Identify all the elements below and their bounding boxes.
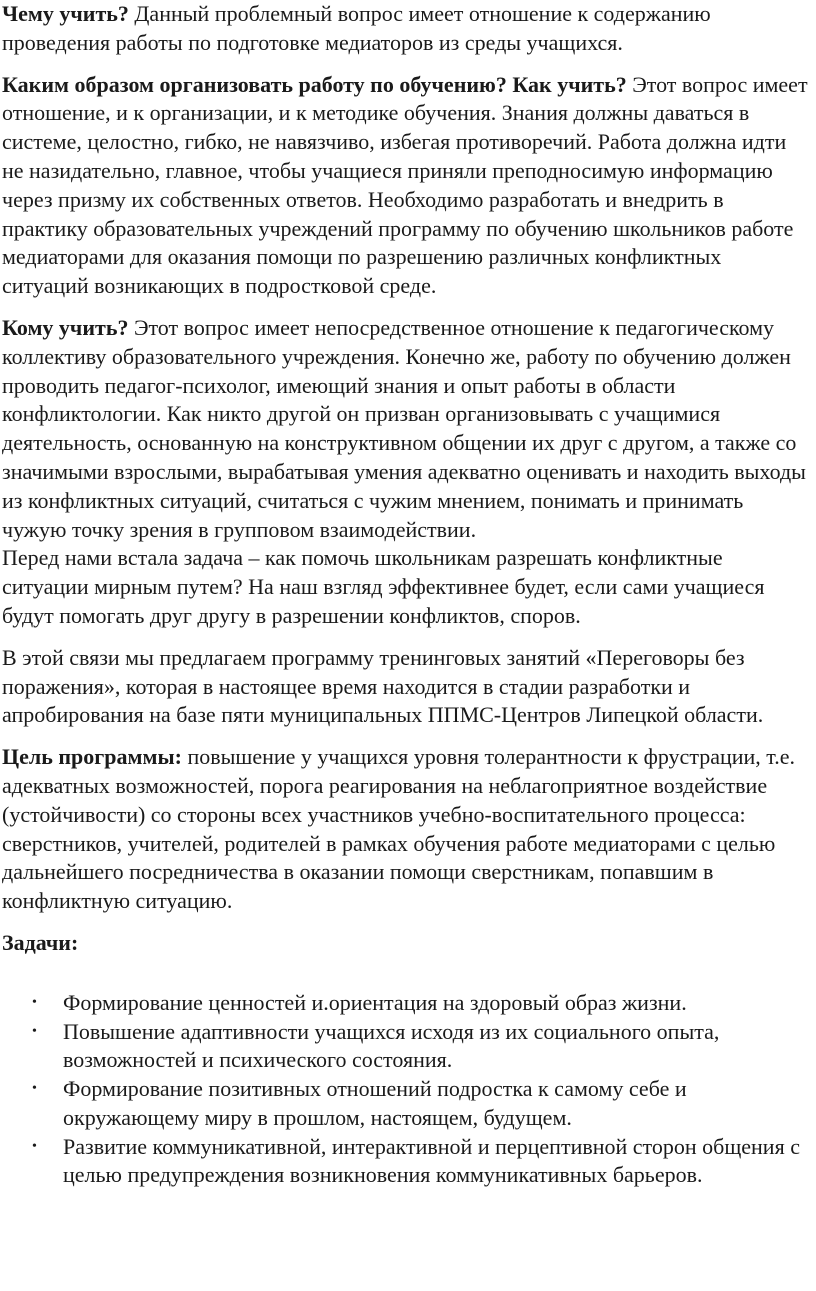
bullet-icon: •	[32, 1023, 37, 1039]
bullet-icon: •	[32, 1081, 37, 1097]
text-program-proposal: В этой связи мы предлагаем программу тренинговых занятий «Переговоры без поражения», которая в настоящее время находится в стадии разработки и апробирования на базе пяти муниципальных ППМС-Центров Липецкой области.	[2, 644, 764, 728]
bullet-icon: •	[32, 994, 37, 1010]
spacer	[2, 958, 810, 989]
text-how-to-teach: Этот вопрос имеет отношение, и к организации, и к методике обучения. Знания должны даваться в системе, целостно, гибко, не навязчиво, избегая противоречий. Работа должна идти не назидательно, главное, чтобы учащиеся приняли преподносимую информацию через призму их собственных ответов. Необходимо разработать и внедрить в практику образовательных учреждений программу по обучению школьников работе медиаторами для оказания помощи по разрешению различных конфликтных ситуаций возникающих в подростковой среде.	[2, 71, 808, 299]
paragraph-who-teaches	[2, 314, 810, 544]
heading-program-goal: Цель программы:	[2, 744, 182, 770]
paragraph-program-goal	[2, 743, 810, 916]
list-item	[2, 989, 810, 1018]
heading-who-teaches: Кому учить?	[2, 314, 129, 340]
tasks-list	[2, 989, 810, 1191]
paragraph-how-to-teach	[2, 71, 810, 301]
text-who-teaches: Этот вопрос имеет непосредственное отношение к педагогическому коллективу образовательного учреждения. Конечно же, работу по обучению должен проводить педагог-психолог, имеющий знания и опыт работы в области конфликтологии. Как никто другой он призван организовывать с учащимися деятельность, основанную на конструктивном общении их друг с другом, а также со значимыми взрослыми, вырабатывая умения адекватно оценивать и находить выходы из конфликтных ситуаций, считаться с чужим мнением, понимать и принимать чужую точку зрения в групповом взаимодействии.	[2, 314, 806, 542]
heading-what-to-teach: Чему учить?	[2, 1, 129, 26]
tasks-heading	[2, 929, 810, 958]
text-task-statement: Перед нами встала задача – как помочь школьникам разрешать конфликтные ситуации мирным путем? На наш взгляд эффективнее будет, если сами учащиеся будут помогать друг другу в разрешении конфликтов, споров.	[2, 545, 765, 628]
list-item-text: Развитие коммуникативной, интерактивной и перцептивной сторон общения с целью предупреждения возникновения коммуникативных барьеров.	[63, 1133, 800, 1188]
list-item-text: Формирование позитивных отношений подростка к самому себе и окружающему миру в прошлом, настоящем, будущем.	[63, 1076, 687, 1130]
text-what-to-teach: Данный проблемный вопрос имеет отношение к содержанию проведения работы по подготовке медиаторов из среды учащихся.	[2, 1, 711, 55]
paragraph-program-proposal	[2, 644, 810, 730]
tasks-heading-label: Задачи:	[2, 929, 79, 955]
text-program-goal: повышение у учащихся уровня толерантности к фрустрации, т.е. адекватных возможностей, порога реагирования на неблагоприятное воздействие (устойчивости) со стороны всех участников учебно-воспитательного процесса: сверстников, учителей, родителей в рамках обучения работе медиаторами с целью дальнейшего посредничества в оказании помощи сверстникам, попавшим в конфликтную ситуацию.	[2, 744, 796, 914]
list-item	[2, 1133, 810, 1191]
list-item	[2, 1075, 810, 1133]
list-item-text: Повышение адаптивности учащихся исходя из их социального опыта, возможностей и психического состояния.	[63, 1018, 720, 1073]
heading-how-to-teach: Каким образом организовать работу по обучению? Как учить?	[2, 71, 627, 97]
list-item	[2, 1018, 810, 1076]
list-item-text: Формирование ценностей и.ориентация на здоровый образ жизни.	[63, 989, 687, 1015]
paragraph-what-to-teach	[2, 0, 810, 58]
paragraph-task-statement	[2, 544, 810, 630]
bullet-icon: •	[32, 1138, 37, 1154]
